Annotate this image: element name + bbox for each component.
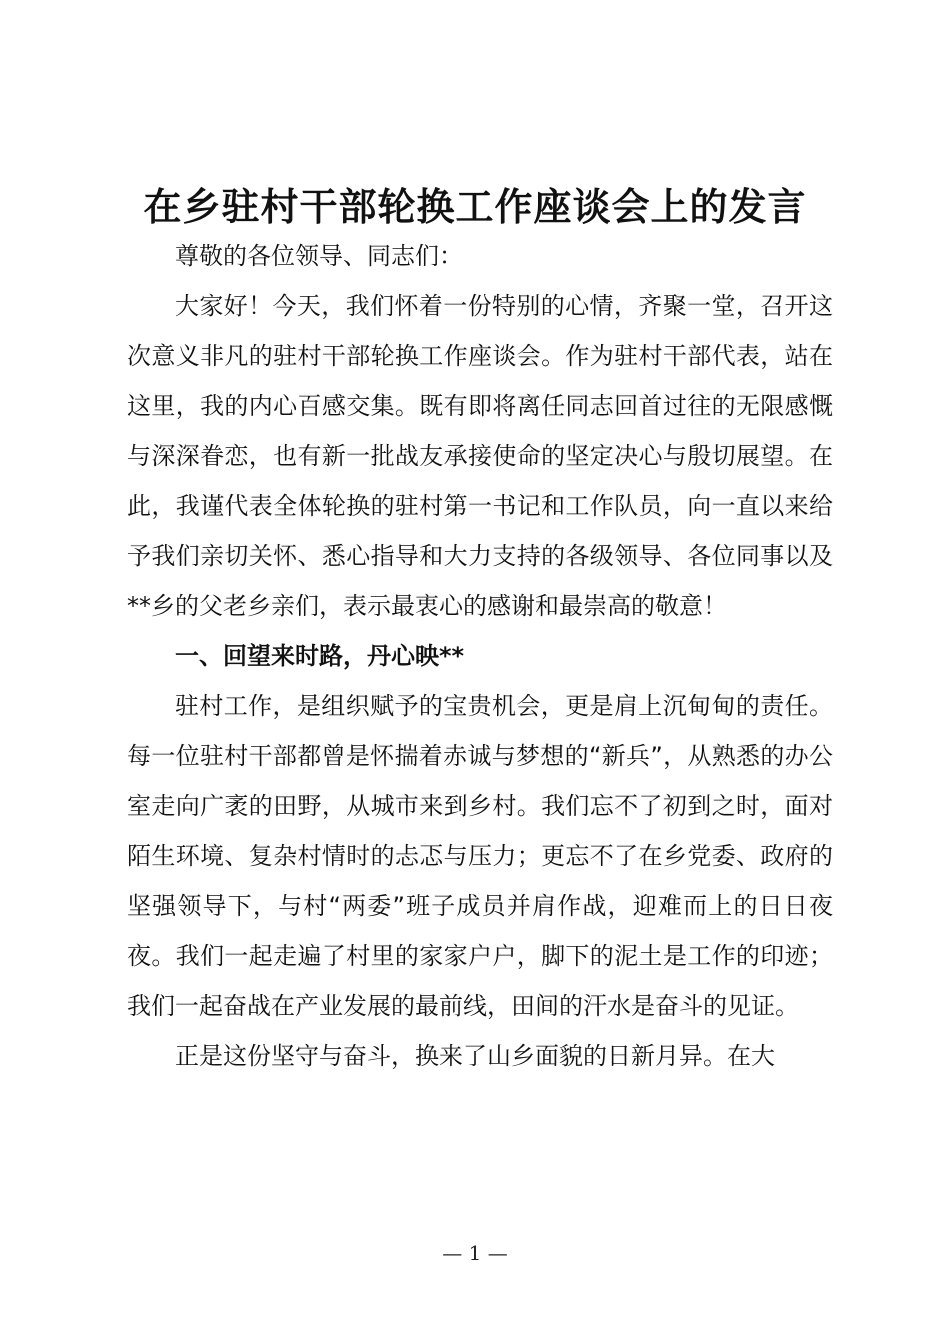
salutation: 尊敬的各位领导、同志们： [175, 242, 463, 270]
body-paragraph: 正是这份坚守与奋斗，换来了山乡面貌的日新月异。在大 [175, 1042, 775, 1070]
page-number: — 1 — [442, 1241, 508, 1265]
section-heading: 一、回望来时路，丹心映** [175, 642, 465, 670]
document-body [127, 231, 833, 1081]
opening-paragraph: 大家好！今天，我们怀着一份特别的心情，齐聚一堂，召开这次意义非凡的驻村干部轮换工作座谈会。作为驻村干部代表，站在这里，我的内心百感交集。既有即将离任同志回首过往的无限感慨与深深眷恋，也有新一批战友承接使命的坚定决心与殷切展望。在此，我谨代表全体轮换的驻村第一书记和工作队员，向一直以来给予我们亲切关怀、悉心指导和大力支持的各级领导、各位同事以及**乡的父老乡亲们，表示最衷心的感谢和最崇高的敬意！ [127, 292, 833, 620]
body-paragraph: 驻村工作，是组织赋予的宝贵机会，更是肩上沉甸甸的责任。每一位驻村干部都曾是怀揣着赤诚与梦想的“新兵”，从熟悉的办公室走向广袤的田野，从城市来到乡村。我们忘不了初到之时，面对陌生环境、复杂村情时的忐忑与压力；更忘不了在乡党委、政府的坚强领导下，与村“两委”班子成员并肩作战，迎难而上的日日夜夜。我们一起走遍了村里的家家户户，脚下的泥土是工作的印迹；我们一起奋战在产业发展的最前线，田间的汗水是奋斗的见证。 [127, 692, 833, 1020]
document-title: 在乡驻村干部轮换工作座谈会上的发言 [143, 185, 807, 229]
